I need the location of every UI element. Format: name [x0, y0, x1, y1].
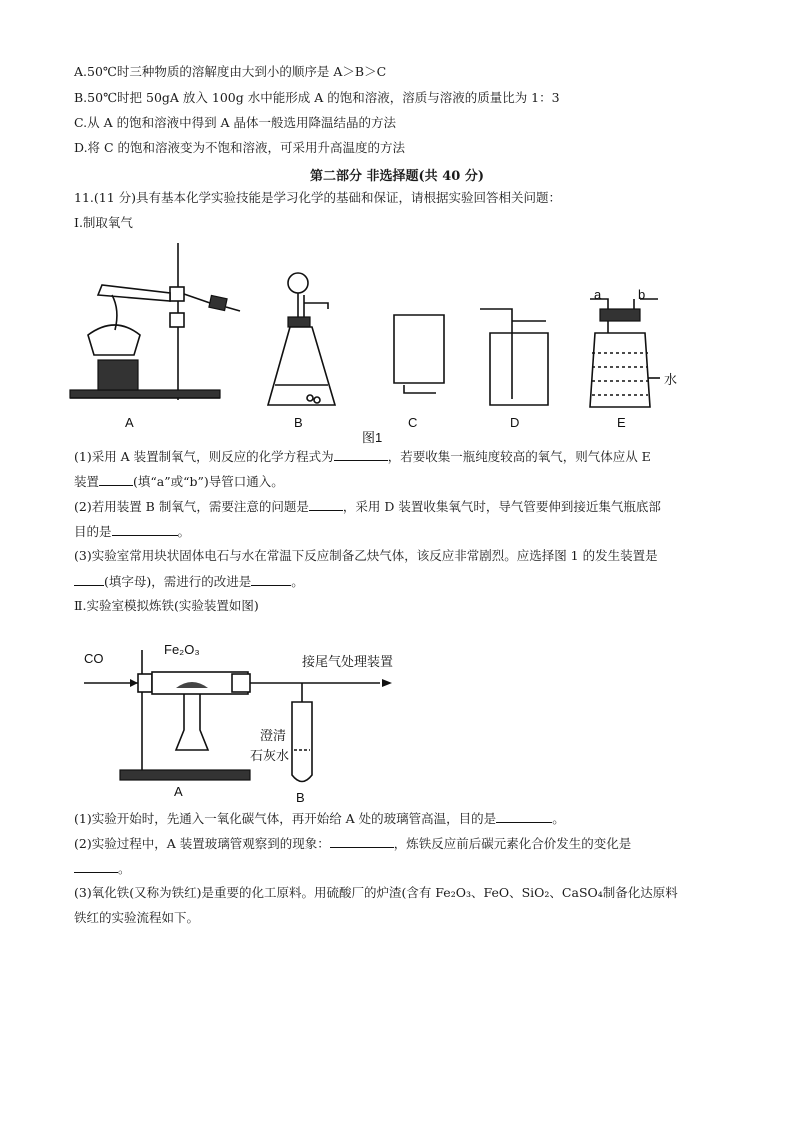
option-b: B.50℃时把 50gA 放入 100g 水中能形成 A 的饱和溶液，溶质与溶液的质量比为 1：3 — [74, 90, 560, 105]
apparatus-b-conical-flask — [268, 273, 335, 405]
p1-q2-line1: (2)若用装置 B 制氧气，需要注意的问题是 ，采用 D 装置收集氧气时，导气管要伸到接近集气瓶底部 — [74, 499, 661, 514]
fig2-label-a: A — [174, 784, 183, 799]
apparatus-a-heating-tube — [70, 243, 240, 400]
p1-q1-line1: (1)采用 A 装置制氧气，则反应的化学方程式为 ，若要收集一瓶纯度较高的氧气，则气体应从 E — [74, 449, 651, 464]
fig1-tube-b-label: b — [638, 287, 646, 302]
fig1-label-c: C — [408, 415, 418, 430]
section-title: 第二部分 非选择题(共 40 分) — [310, 169, 484, 184]
p2-q3-line2: 铁红的实验流程如下。 — [74, 910, 200, 925]
p2-q1: (1)实验开始时，先通入一氧化碳气体，再开始给 A 处的玻璃管高温，目的是 。 — [74, 811, 565, 826]
p1-q3-line1: (3)实验室常用块状固体电石与水在常温下反应制备乙炔气体，该反应非常剧烈。应选择图 1 的发生装置是 — [74, 548, 658, 563]
option-a: A.50℃时三种物质的溶解度由大到小的顺序是 A＞B＞C — [74, 64, 387, 79]
apparatus-e-water-bottle — [590, 299, 660, 407]
figure-2-iron-smelting — [80, 630, 460, 805]
p2-q2-line2: 。 — [74, 860, 131, 877]
fe2o3-label: Fe₂O₃ — [164, 642, 200, 657]
limewater-label-1: 澄清 — [260, 728, 287, 743]
part-1-title: Ⅰ.制取氧气 — [74, 215, 133, 230]
fig1-tube-a-label: a — [594, 287, 602, 302]
tail-gas-label: 接尾气处理装置 — [302, 654, 394, 669]
limewater-label-2: 石灰水 — [250, 748, 290, 763]
p2-q3-line1: (3)氧化铁(又称为铁红)是重要的化工原料。用硫酸厂的炉渣(含有 Fe₂O₃、FeO、SiO₂、CaSO₄制备化达原料 — [74, 885, 678, 900]
figure-1-caption: 图1 — [362, 430, 383, 445]
p1-q2-line2: 目的是 。 — [74, 524, 191, 539]
p2-q2-line1: (2)实验过程中，A 装置玻璃管观察到的现象： ，炼铁反应前后碳元素化合价发生的变化是 — [74, 836, 632, 851]
fig1-label-a: A — [125, 415, 134, 430]
p1-q1-line2: 装置 (填“a”或“b”)导管口通入。 — [74, 474, 284, 489]
figure-1-apparatus — [60, 235, 700, 450]
fig1-label-d: D — [510, 415, 520, 430]
fig2-label-b: B — [296, 790, 305, 805]
option-d: D.将 C 的饱和溶液变为不饱和溶液，可采用升高温度的方法 — [74, 140, 406, 155]
part-2-title: Ⅱ.实验室模拟炼铁(实验装置如图) — [74, 598, 259, 613]
question-11-intro: 11.(11 分)具有基本化学实验技能是学习化学的基础和保证，请根据实验回答相关问题： — [74, 190, 562, 205]
apparatus-d-gas-bottle-up — [480, 309, 548, 405]
co-label: CO — [84, 651, 104, 666]
fig1-water-label: 水 — [664, 372, 678, 387]
apparatus-c-gas-bottle-down — [394, 315, 444, 393]
fig1-label-e: E — [617, 415, 626, 430]
fig1-label-b: B — [294, 415, 303, 430]
p1-q3-line2: (填字母)，需进行的改进是 。 — [74, 573, 304, 590]
option-c: C.从 A 的饱和溶液中得到 A 晶体一般选用降温结晶的方法 — [74, 115, 397, 130]
